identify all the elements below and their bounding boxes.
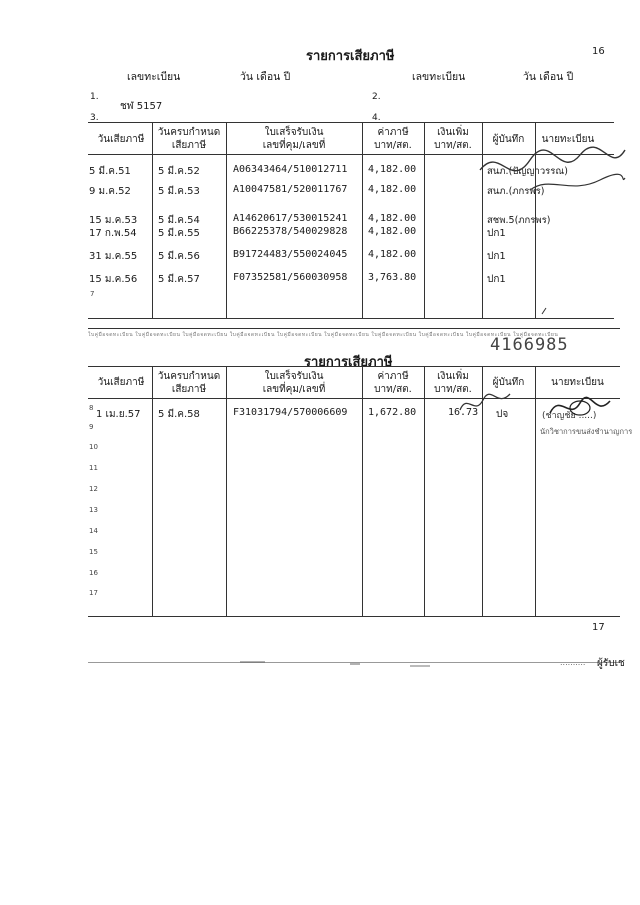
t1-row-1-recorder: สนภ.(ปัญญาวรรณ) xyxy=(487,166,568,177)
t1-row-4-tax: 4,182.00 xyxy=(368,226,417,237)
t2-col-header-tax: ค่าภาษี บาท/สต. xyxy=(374,371,412,395)
page-number-top: 16 xyxy=(592,46,605,57)
t1-row-2-due: 5 มี.ค.53 xyxy=(158,186,200,197)
table-2-col-line xyxy=(535,366,536,616)
table-2-col-line xyxy=(362,366,363,616)
table-2-col-line xyxy=(152,366,153,616)
reg-header-col4: วัน เดือน ปี xyxy=(523,71,574,83)
t1-row-6-recorder: ปก1 xyxy=(487,274,506,285)
table-2-top-line xyxy=(88,366,620,367)
t1-row-5-receipt: B91724483/550024045 xyxy=(233,249,348,260)
t1-col-header-registrar: นายทะเบียน xyxy=(541,134,595,145)
table-2-header-line xyxy=(88,398,620,399)
t1-row-3-due: 5 มี.ค.54 xyxy=(158,215,200,226)
t1-row-1-receipt: A06343464/510012711 xyxy=(233,164,348,175)
t2-row-8-tax: 1,672.80 xyxy=(368,407,417,418)
reg-row-4-num: 4. xyxy=(372,113,381,123)
t1-row-2-tax: 4,182.00 xyxy=(368,184,417,195)
t1-row-5-paid: 31 ม.ค.55 xyxy=(89,251,138,262)
t1-row-5-due: 5 มี.ค.56 xyxy=(158,251,200,262)
watermark-strip: ใบคู่มือจดทะเบียน ใบคู่มือจดทะเบียน ใบคู่มือจดทะเบียน ใบคู่มือจดทะเบียน ใบคู่มือจดทะเบียน ใบคู่มือจดทะเบียน ใบคู่มือจดทะเบียน ใบคู่มือจดทะเบียน ใบคู่มือจดทะเบียน ใบคู่มือจดทะเบียน xyxy=(88,332,559,338)
t2-row-num: 10 xyxy=(89,443,98,451)
section-2-top-border xyxy=(88,328,620,329)
t1-col-header-due: วันครบกำหนด เสียภาษี xyxy=(157,127,221,151)
reg-header-col1: เลขทะเบียน xyxy=(127,71,181,83)
t2-col-header-recorder: ผู้บันทึก xyxy=(492,377,525,388)
t2-row-8-extra: 16.73 xyxy=(448,407,479,418)
t2-row-8-due: 5 มี.ค.58 xyxy=(158,409,200,420)
signature-mark xyxy=(540,306,550,316)
t1-col-header-extra: เงินเพิ่ม บาท/สต. xyxy=(434,127,472,151)
t1-row-5-tax: 4,182.00 xyxy=(368,249,417,260)
t1-col-header-tax: ค่าภาษี บาท/สต. xyxy=(374,127,412,151)
t1-row-6-due: 5 มี.ค.57 xyxy=(158,274,200,285)
t1-row-1-due: 5 มี.ค.52 xyxy=(158,166,200,177)
table-1-bottom-line xyxy=(88,318,614,319)
t2-row-8-receipt: F31031794/570006609 xyxy=(233,407,348,418)
reg-header-col3: เลขทะเบียน xyxy=(412,71,466,83)
t1-col-header-recorder: ผู้บันทึก xyxy=(492,134,525,145)
t1-col-header-receipt: ใบเสร็จรับเงิน เลขที่คุม/เลขที่ xyxy=(262,127,326,151)
t2-col-header-extra: เงินเพิ่ม บาท/สต. xyxy=(434,371,472,395)
t2-col-header-receipt: ใบเสร็จรับเงิน เลขที่คุม/เลขที่ xyxy=(262,371,326,395)
registrar-signature xyxy=(545,393,615,423)
footer-dots: .......... xyxy=(560,658,586,667)
reg-header-col2: วัน เดือน ปี xyxy=(240,71,291,83)
stamp-number: 4166985 xyxy=(490,335,569,355)
t1-row-4-due: 5 มี.ค.55 xyxy=(158,228,200,239)
registrar-note: (ชาญชัย .....) xyxy=(542,411,597,421)
t2-row-num: 11 xyxy=(89,464,98,472)
t2-row-8-num: 8 xyxy=(89,404,94,412)
t1-row-3-paid: 15 ม.ค.53 xyxy=(89,215,138,226)
table-2-col-line xyxy=(424,366,425,616)
signature-scribble-1 xyxy=(470,140,630,200)
t2-row-8-paid: 1 เม.ย.57 xyxy=(96,409,141,420)
page-number-bottom: 17 xyxy=(592,622,605,633)
footer-right-text: ผู้รับเช xyxy=(597,658,625,669)
reg-row-3-num: 3. xyxy=(90,113,99,123)
t1-row-marker: 7 xyxy=(90,290,95,298)
registrar-note-2: นักวิชาการขนส่งชำนาญการ xyxy=(540,427,633,436)
t1-row-6-tax: 3,763.80 xyxy=(368,272,417,283)
t1-row-4-recorder: ปก1 xyxy=(487,228,506,239)
table-2-col-line xyxy=(226,366,227,616)
t1-row-1-paid: 5 มี.ค.51 xyxy=(89,166,131,177)
t2-row-num: 12 xyxy=(89,485,98,493)
t1-row-6-paid: 15 ม.ค.56 xyxy=(89,274,138,285)
t2-row-num: 17 xyxy=(89,589,98,597)
t1-row-5-recorder: ปก1 xyxy=(487,251,506,262)
t1-row-2-paid: 9 ม.ค.52 xyxy=(89,186,131,197)
t2-col-header-due: วันครบกำหนด เสียภาษี xyxy=(157,371,221,395)
t2-col-header-registrar: นายทะเบียน xyxy=(551,377,604,388)
t1-row-4-receipt: B66225378/540029828 xyxy=(233,226,348,237)
t1-row-3-recorder: สชพ.5(ภกรพร) xyxy=(487,215,551,226)
t2-row-num: 13 xyxy=(89,506,98,514)
t2-row-num: 16 xyxy=(89,569,98,577)
t1-row-3-tax: 4,182.00 xyxy=(368,213,417,224)
t2-col-header-paid: วันเสียภาษี xyxy=(97,377,145,388)
t1-row-2-recorder: สนภ.(ภกรพร) xyxy=(487,186,545,197)
reg-row-2-num: 2. xyxy=(372,92,381,102)
section-2-title: รายการเสียภาษี xyxy=(304,355,393,370)
t1-row-2-receipt: A10047581/520011767 xyxy=(233,184,348,195)
t1-row-1-tax: 4,182.00 xyxy=(368,164,417,175)
t1-col-header-paid: วันเสียภาษี xyxy=(97,134,145,145)
t2-row-num: 15 xyxy=(89,548,98,556)
t1-row-4-paid: 17 ก.พ.54 xyxy=(89,228,137,239)
reg-row-1-plate: ชฬ 5157 xyxy=(120,101,163,112)
section-1-title: รายการเสียภาษี xyxy=(306,49,395,64)
signature-scribble-2 xyxy=(455,388,515,418)
t2-row-num: 9 xyxy=(89,423,94,431)
t1-row-3-receipt: A14620617/530015241 xyxy=(233,213,348,224)
t2-row-num: 14 xyxy=(89,527,98,535)
t2-row-8-recorder: ปจ xyxy=(496,409,509,420)
reg-row-1-num: 1. xyxy=(90,92,99,102)
footer-smudge-marks xyxy=(240,656,440,670)
t1-row-6-receipt: F07352581/560030958 xyxy=(233,272,348,283)
table-2-bottom-line xyxy=(88,616,620,617)
